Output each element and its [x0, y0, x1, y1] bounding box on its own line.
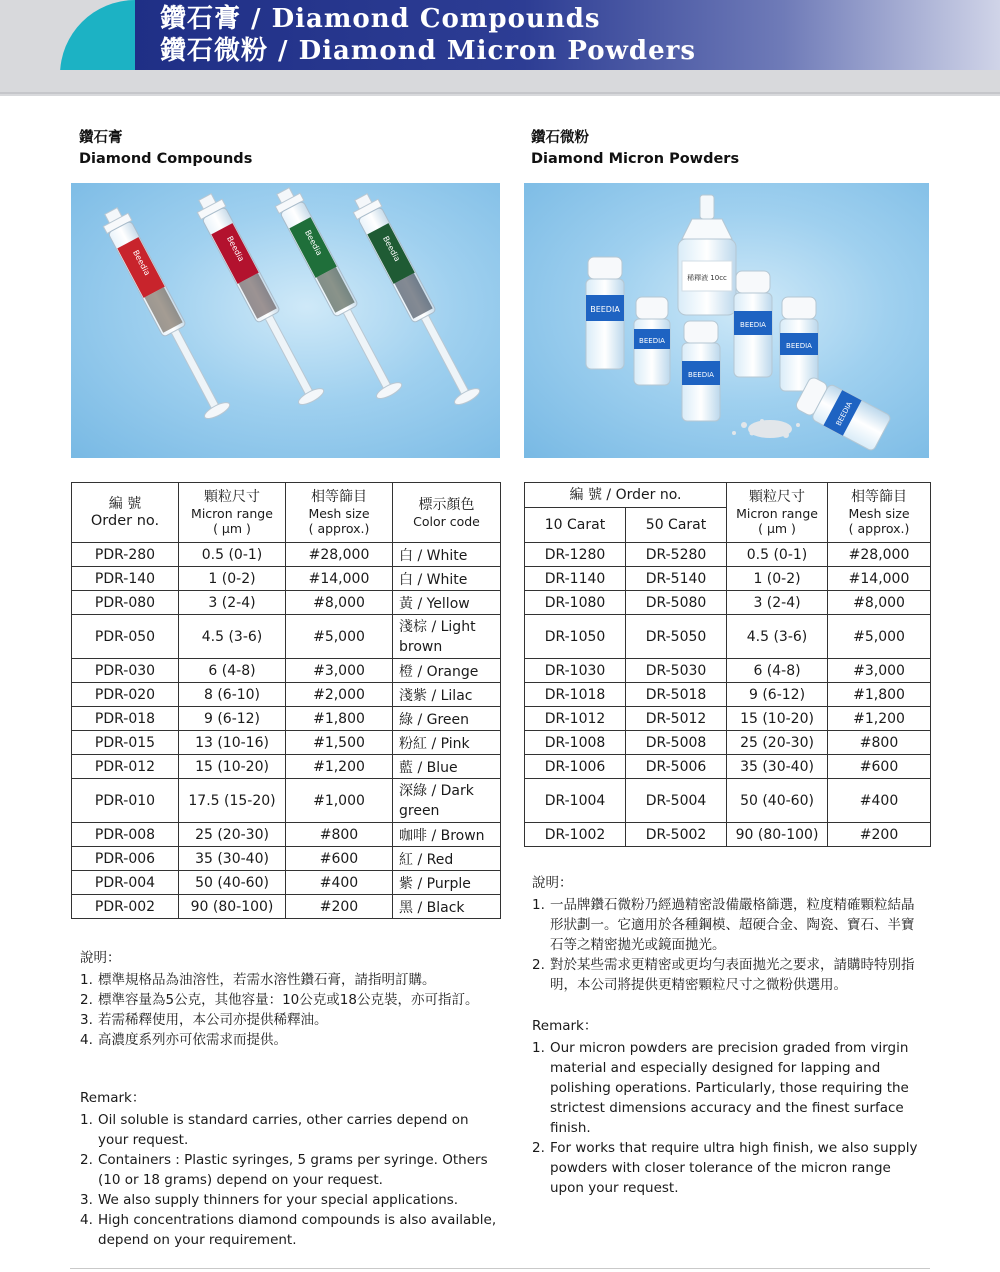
c50-cell: DR-5012 — [626, 707, 727, 731]
page-title-line1: 鑽石膏 / Diamond Compounds — [160, 4, 601, 34]
table-row — [525, 755, 931, 779]
micron-cell: 1 (0-2) — [179, 567, 286, 591]
svg-text:BEEDIA: BEEDIA — [786, 342, 812, 350]
table-row — [72, 779, 501, 823]
bottle-6-tipped — [793, 374, 891, 452]
mesh-cell: #800 — [286, 823, 393, 847]
powders-title-zh: 鑽石微粉 — [531, 130, 589, 146]
banner-accent — [0, 0, 155, 70]
page-title-line2: 鑽石微粉 / Diamond Micron Powders — [160, 36, 696, 66]
c50-cell: DR-5006 — [626, 755, 727, 779]
col-mesh: 相等篩目 Mesh size ( approx.) — [286, 483, 393, 543]
table-row — [525, 567, 931, 591]
svg-text:BEEDIA: BEEDIA — [688, 371, 714, 379]
note-item: 2. 標準容量為5公克，其他容量：10公克或18公克裝，亦可指訂。 — [80, 992, 479, 1008]
table-row — [72, 615, 501, 659]
micron-cell: 4.5 (3-6) — [727, 615, 828, 659]
mesh-cell: #3,000 — [286, 659, 393, 683]
order-cell: PDR-080 — [72, 591, 179, 615]
table-row — [72, 823, 501, 847]
powders-table — [524, 482, 931, 847]
c10-cell: DR-1050 — [525, 615, 626, 659]
c50-cell: DR-5004 — [626, 779, 727, 823]
dropper-bottle — [678, 195, 736, 315]
c10-cell: DR-1008 — [525, 731, 626, 755]
color-cell: 白 / White — [393, 543, 501, 567]
mesh-cell: #1,200 — [828, 707, 931, 731]
spilled-powder — [732, 419, 800, 438]
color-cell: 淺紫 / Lilac — [393, 683, 501, 707]
header-banner — [0, 0, 1000, 96]
col-order-group: 編 號 / Order no. — [525, 483, 727, 508]
micron-cell: 90 (80-100) — [179, 895, 286, 919]
mesh-cell: #600 — [286, 847, 393, 871]
remark-item: 3. We also supply thinners for your special applications. — [80, 1192, 459, 1208]
table-row — [72, 659, 501, 683]
table-row — [72, 707, 501, 731]
micron-cell: 1 (0-2) — [727, 567, 828, 591]
order-cell: PDR-008 — [72, 823, 179, 847]
footer-divider — [70, 1268, 930, 1269]
table-row — [72, 567, 501, 591]
table-row — [525, 591, 931, 615]
table-row — [525, 707, 931, 731]
c10-cell: DR-1018 — [525, 683, 626, 707]
mesh-cell: #400 — [286, 871, 393, 895]
notes-heading: 說明： — [532, 875, 573, 891]
table-row — [72, 591, 501, 615]
page-title — [160, 3, 696, 67]
table-row — [72, 543, 501, 567]
order-cell: PDR-004 — [72, 871, 179, 895]
col-micron: 顆粒尺寸 Micron range ( μm ) — [179, 483, 286, 543]
color-cell: 咖啡 / Brown — [393, 823, 501, 847]
c50-cell: DR-5002 — [626, 823, 727, 847]
col-mesh: 相等篩目 Mesh size ( approx.) — [828, 483, 931, 543]
micron-cell: 35 (30-40) — [179, 847, 286, 871]
col-color: 標示顏色 Color code — [393, 483, 501, 543]
remark-heading: Remark： — [532, 1018, 598, 1034]
micron-cell: 15 (10-20) — [727, 707, 828, 731]
order-cell: PDR-010 — [72, 779, 179, 823]
micron-cell: 8 (6-10) — [179, 683, 286, 707]
syringes-illustration — [71, 183, 500, 458]
bottle-4 — [734, 271, 772, 377]
micron-cell: 4.5 (3-6) — [179, 615, 286, 659]
mesh-cell: #200 — [286, 895, 393, 919]
mesh-cell: #2,000 — [286, 683, 393, 707]
compounds-section-title — [79, 128, 252, 170]
c50-cell: DR-5280 — [626, 543, 727, 567]
c10-cell: DR-1004 — [525, 779, 626, 823]
table-row — [72, 683, 501, 707]
remark-item: 1. Oil soluble is standard carries, other carries depend on your request. — [80, 1112, 469, 1148]
col-order: 編 號 Order no. — [72, 483, 179, 543]
order-cell: PDR-020 — [72, 683, 179, 707]
order-cell: PDR-050 — [72, 615, 179, 659]
micron-cell: 17.5 (15-20) — [179, 779, 286, 823]
table-row — [525, 683, 931, 707]
micron-cell: 6 (4-8) — [179, 659, 286, 683]
c50-cell: DR-5030 — [626, 659, 727, 683]
c10-cell: DR-1002 — [525, 823, 626, 847]
c10-cell: DR-1140 — [525, 567, 626, 591]
color-cell: 橙 / Orange — [393, 659, 501, 683]
color-cell: 黃 / Yellow — [393, 591, 501, 615]
note-item: 4. 高濃度系列亦可依需求而提供。 — [80, 1032, 287, 1048]
compounds-notes-en — [80, 1088, 500, 1250]
svg-text:BEEDIA: BEEDIA — [639, 337, 665, 345]
svg-text:Beedia: Beedia — [380, 234, 402, 264]
c10-cell: DR-1012 — [525, 707, 626, 731]
c10-cell: DR-1006 — [525, 755, 626, 779]
c10-cell: DR-1280 — [525, 543, 626, 567]
notes-heading: 說明： — [80, 950, 121, 966]
order-cell: PDR-012 — [72, 755, 179, 779]
mesh-cell: #5,000 — [286, 615, 393, 659]
powders-title-en: Diamond Micron Powders — [531, 151, 740, 167]
c50-cell: DR-5080 — [626, 591, 727, 615]
micron-cell: 9 (6-12) — [179, 707, 286, 731]
c10-cell: DR-1030 — [525, 659, 626, 683]
mesh-cell: #400 — [828, 779, 931, 823]
remark-item: 1. Our micron powders are precision graded from virgin material and especially designed for lapping and polishing operations. Particularly, those requiring the strictest dimensions accuracy and the finest surface finish. — [532, 1040, 909, 1136]
note-item: 3. 若需稀釋使用，本公司亦提供稀釋油。 — [80, 1012, 328, 1028]
powders-table-header-row1 — [525, 483, 931, 508]
remark-item: 4. High concentrations diamond compounds is also available, depend on your requirement. — [80, 1212, 497, 1248]
table-row — [525, 659, 931, 683]
mesh-cell: #8,000 — [828, 591, 931, 615]
color-cell: 紫 / Purple — [393, 871, 501, 895]
order-cell: PDR-015 — [72, 731, 179, 755]
color-cell: 黑 / Black — [393, 895, 501, 919]
mesh-cell: #1,500 — [286, 731, 393, 755]
bottles-illustration — [524, 183, 929, 458]
order-cell: PDR-006 — [72, 847, 179, 871]
table-row — [72, 755, 501, 779]
micron-cell: 6 (4-8) — [727, 659, 828, 683]
bottle-1 — [586, 257, 624, 369]
micron-cell: 13 (10-16) — [179, 731, 286, 755]
color-cell: 綠 / Green — [393, 707, 501, 731]
color-cell: 淺棕 / Light brown — [393, 615, 501, 659]
svg-text:Beedia: Beedia — [302, 228, 324, 258]
mesh-cell: #3,000 — [828, 659, 931, 683]
mesh-cell: #600 — [828, 755, 931, 779]
remark-item: 2. For works that require ultra high finish, we also supply powders with closer tolerance of the micron range upon your request. — [532, 1140, 918, 1196]
c50-cell: DR-5140 — [626, 567, 727, 591]
color-cell: 深綠 / Dark green — [393, 779, 501, 823]
c50-cell: DR-5018 — [626, 683, 727, 707]
mesh-cell: #1,200 — [286, 755, 393, 779]
powders-section-title — [531, 128, 739, 170]
mesh-cell: #14,000 — [828, 567, 931, 591]
table-row — [525, 543, 931, 567]
compounds-table-header — [72, 483, 501, 543]
table-row — [525, 615, 931, 659]
bottle-3 — [682, 321, 720, 421]
order-cell: PDR-018 — [72, 707, 179, 731]
color-cell: 粉紅 / Pink — [393, 731, 501, 755]
mesh-cell: #1,800 — [286, 707, 393, 731]
table-row — [525, 823, 931, 847]
micron-cell: 25 (20-30) — [179, 823, 286, 847]
micron-cell: 25 (20-30) — [727, 731, 828, 755]
table-row — [525, 731, 931, 755]
svg-text:Beedia: Beedia — [130, 248, 152, 278]
order-cell: PDR-280 — [72, 543, 179, 567]
compounds-title-zh: 鑽石膏 — [79, 130, 123, 146]
svg-text:BEEDIA: BEEDIA — [740, 321, 766, 329]
order-cell: PDR-030 — [72, 659, 179, 683]
micron-cell: 0.5 (0-1) — [727, 543, 828, 567]
svg-text:BEEDIA: BEEDIA — [590, 305, 620, 314]
mesh-cell: #1,800 — [828, 683, 931, 707]
svg-text:BEEDIA: BEEDIA — [834, 400, 854, 428]
mesh-cell: #1,000 — [286, 779, 393, 823]
order-cell: PDR-140 — [72, 567, 179, 591]
color-cell: 紅 / Red — [393, 847, 501, 871]
remark-item: 2. Containers : Plastic syringes, 5 grams per syringe. Others (10 or 18 grams) depend on your request. — [80, 1152, 488, 1188]
col-50-carat: 50 Carat — [626, 508, 727, 543]
dropper-label: 稀釋液 10cc — [687, 274, 727, 282]
note-item: 1. 標準規格品為油溶性，若需水溶性鑽石膏，請指明訂購。 — [80, 972, 436, 988]
col-10-carat: 10 Carat — [525, 508, 626, 543]
micron-cell: 35 (30-40) — [727, 755, 828, 779]
micron-cell: 3 (2-4) — [727, 591, 828, 615]
bottle-2 — [634, 297, 670, 385]
c50-cell: DR-5008 — [626, 731, 727, 755]
micron-cell: 90 (80-100) — [727, 823, 828, 847]
c50-cell: DR-5050 — [626, 615, 727, 659]
col-micron: 顆粒尺寸 Micron range ( μm ) — [727, 483, 828, 543]
micron-cell: 50 (40-60) — [727, 779, 828, 823]
table-row — [72, 895, 501, 919]
c10-cell: DR-1080 — [525, 591, 626, 615]
table-row — [525, 779, 931, 823]
mesh-cell: #8,000 — [286, 591, 393, 615]
remark-heading: Remark： — [80, 1090, 146, 1106]
micron-cell: 50 (40-60) — [179, 871, 286, 895]
order-cell: PDR-002 — [72, 895, 179, 919]
mesh-cell: #28,000 — [286, 543, 393, 567]
syringe-4 — [349, 190, 482, 407]
note-item: 1. 一品牌鑽石微粉乃經過精密設備嚴格篩選，粒度精確顆粒結晶形狀劃一。它適用於各種鋼模、超硬合金、陶瓷、寶石、半寶石等之精密拋光或鏡面拋光。 — [532, 897, 915, 953]
micron-cell: 15 (10-20) — [179, 755, 286, 779]
compounds-notes-zh — [80, 948, 500, 1050]
bottle-5 — [780, 297, 818, 391]
color-cell: 藍 / Blue — [393, 755, 501, 779]
powders-notes-en — [532, 1016, 927, 1198]
compounds-table — [71, 482, 501, 919]
table-row — [72, 731, 501, 755]
table-row — [72, 871, 501, 895]
mesh-cell: #28,000 — [828, 543, 931, 567]
mesh-cell: #5,000 — [828, 615, 931, 659]
note-item: 2. 對於某些需求更精密或更均勻表面拋光之要求，請購時特別指明，本公司將提供更精密顆粒尺寸之微粉供選用。 — [532, 957, 915, 993]
mesh-cell: #200 — [828, 823, 931, 847]
compounds-product-photo — [71, 183, 500, 458]
micron-cell: 9 (6-12) — [727, 683, 828, 707]
compounds-title-en: Diamond Compounds — [79, 151, 253, 167]
banner-divider — [0, 92, 1000, 94]
powders-notes-zh — [532, 873, 927, 995]
micron-cell: 3 (2-4) — [179, 591, 286, 615]
color-cell: 白 / White — [393, 567, 501, 591]
mesh-cell: #14,000 — [286, 567, 393, 591]
table-row — [72, 847, 501, 871]
micron-cell: 0.5 (0-1) — [179, 543, 286, 567]
svg-text:Beedia: Beedia — [224, 234, 246, 264]
powders-product-photo — [524, 183, 929, 458]
mesh-cell: #800 — [828, 731, 931, 755]
